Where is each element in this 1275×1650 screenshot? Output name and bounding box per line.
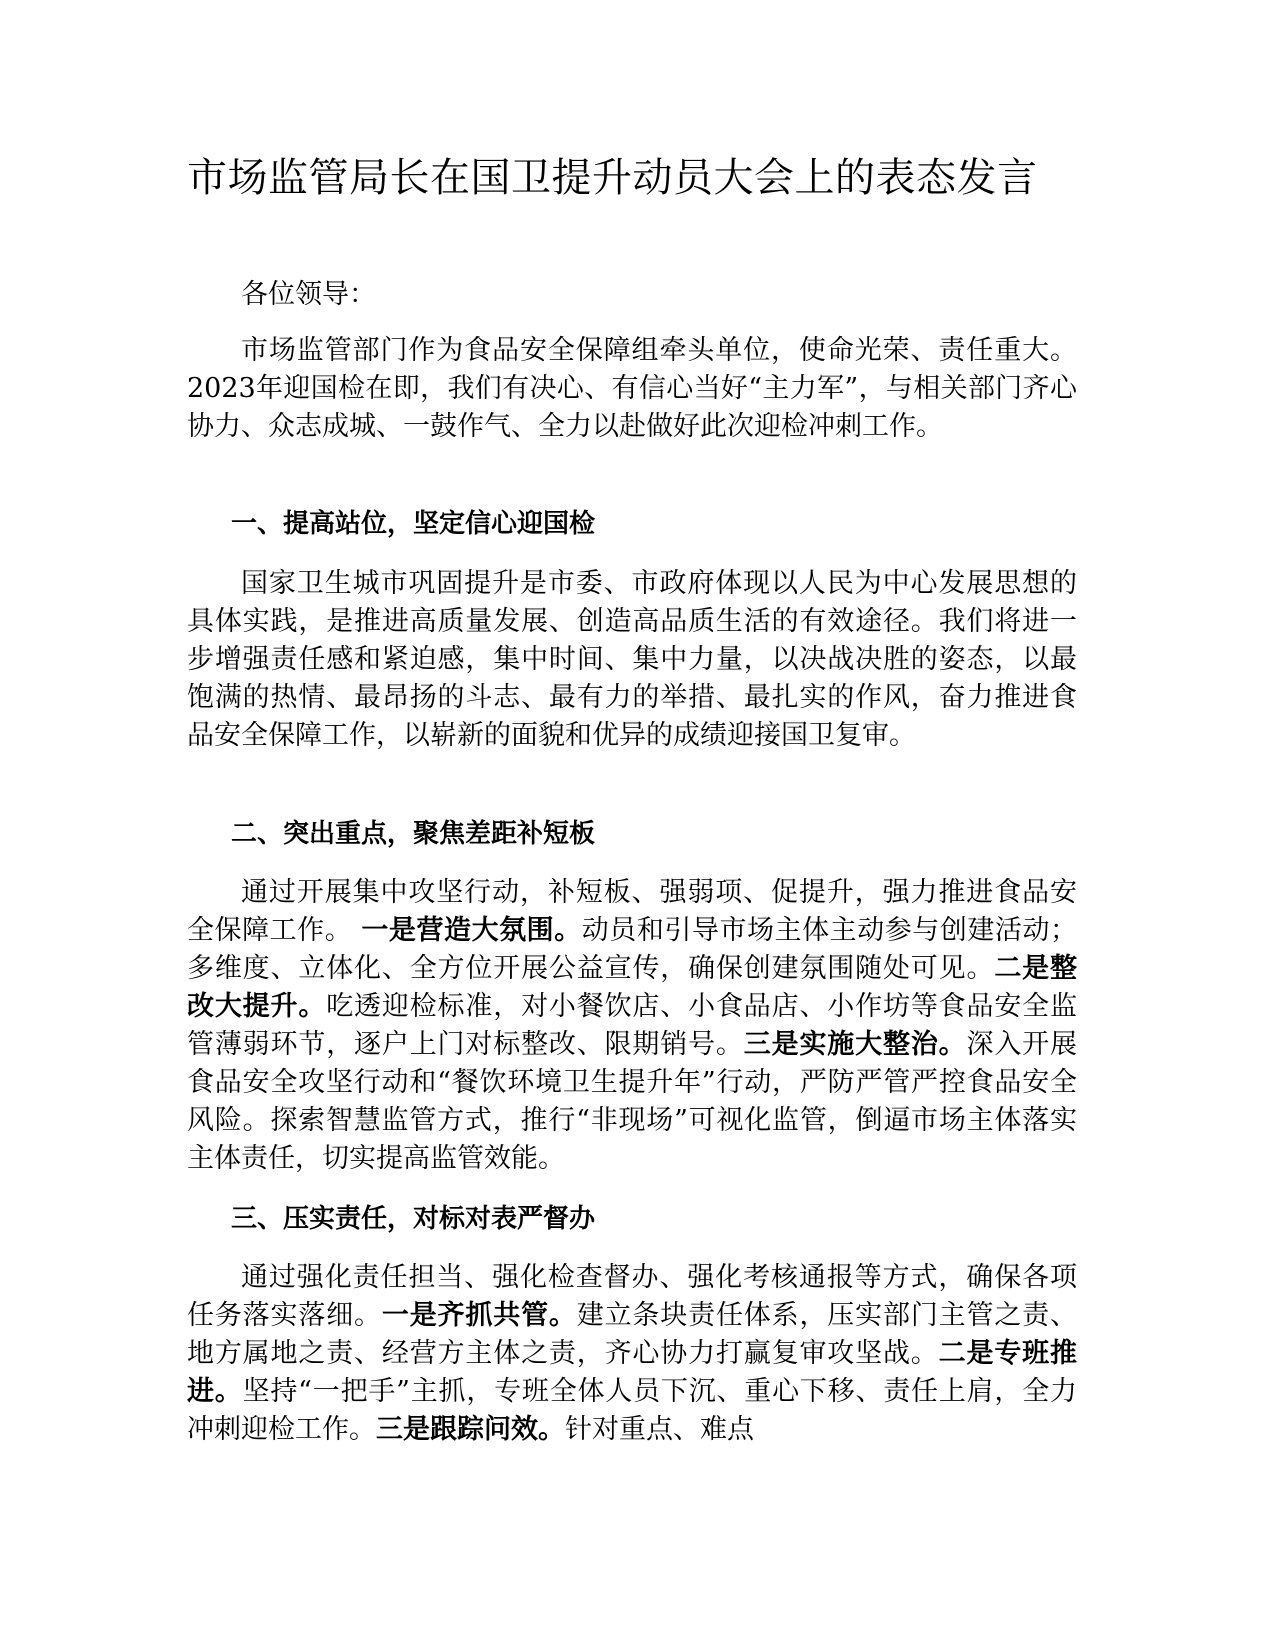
section-1-paragraph: 国家卫生城市巩固提升是市委、市政府体现以人民为中心发展思想的具体实践，是推进高质量发展、创造高品质生活的有效途径。我们将进一步增强责任感和紧迫感，集中时间、集中力量，以决战决胜的姿态，以最饱满的热情、最昂扬的斗志、最有力的举措、最扎实的作风，奋力推进食品安全保障工作，以崭新的面貌和优异的成绩迎接国卫复审。: [187, 568, 1077, 751]
section-2-item-2-text: 吃透迎检标准，对小餐饮店、小食品店、小作坊等食品安全监管薄弱环节，逐户上门对标整改、限期销号。: [187, 991, 1078, 1060]
section-3-item-2-text: 坚持“一把手”主抓，专班全体人员下沉、重心下移、责任上肩，全力冲刺迎检工作。: [187, 1376, 1078, 1445]
section-3-paragraph: [187, 1259, 1077, 1449]
section-2-item-2-label: 二是整改大提升。: [187, 953, 1078, 1022]
section-2-item-3-text: 深入开展食品安全攻坚行动和“餐饮环境卫生提升年”行动，严防严管严控食品安全风险。探索智慧监管方式，推行“非现场”可视化监管，倒逼市场主体落实主体责任，切实提高监管效能。: [187, 1029, 1078, 1174]
section-1-heading: 一、提高站位，坚定信心迎国检: [231, 509, 596, 539]
section-2-heading: 二、突出重点，聚焦差距补短板: [231, 819, 596, 849]
salutation: 各位领导：: [241, 279, 376, 310]
section-2-lead: 通过开展集中攻坚行动，补短板、强弱项、促提升，强力推进食品安全保障工作。: [187, 877, 1077, 946]
section-3-item-2-label: 二是专班推进。: [187, 1338, 1078, 1407]
section-2-paragraph: [187, 874, 1077, 1178]
section-3-item-1-text: 建立条块责任体系，压实部门主管之责、地方属地之责、经营方主体之责，齐心协力打赢复审攻坚战。: [187, 1300, 1078, 1369]
section-2-item-1-text: 动员和引导市场主体主动参与创建活动；多维度、立体化、全方位开展公益宣传，确保创建氛围随处可见。: [187, 915, 1077, 984]
section-3-item-1-label: 一是齐抓共管。: [381, 1300, 577, 1331]
section-3-heading: 三、压实责任，对标对表严督办: [231, 1204, 596, 1234]
section-3-item-3-text: 针对重点、难点: [565, 1414, 754, 1445]
section-2-item-3-label: 三是实施大整治。: [743, 1029, 967, 1060]
intro-paragraph: 市场监管部门作为食品安全保障组牵头单位，使命光荣、责任重大。2023年迎国检在即，我们有决心、有信心当好“主力军”，与相关部门齐心协力、众志成城、一鼓作气、全力以赴做好此次迎检冲刺工作。: [187, 335, 1077, 442]
section-2-item-1-label: 一是营造大氛围。: [361, 915, 582, 946]
document-title: 市场监管局长在国卫提升动员大会上的表态发言: [187, 155, 1038, 201]
section-3-lead: 通过强化责任担当、强化检查督办、强化考核通报等方式，确保各项任务落实落细。: [187, 1262, 1077, 1331]
section-3-item-3-label: 三是跟踪问效。: [376, 1414, 565, 1445]
